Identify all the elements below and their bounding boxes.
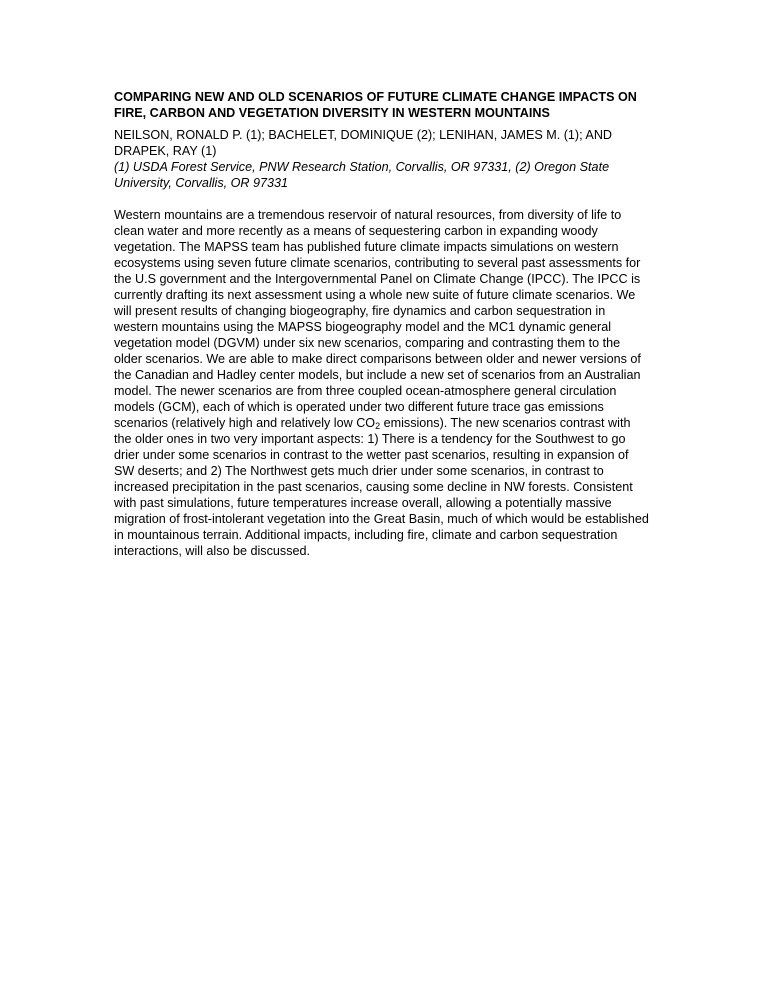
abstract-text-part-2: emissions). The new scenarios contrast with the older ones in two very important aspects: 1) There is a tendency for the Southwest to go drier under some scenarios in contrast to the wetter past scenarios, resulting in expansion of SW deserts; and 2) The Northwest gets much drier under some scenarios, in contrast to increased precipitation in the past scenarios, causing some decline in NW forests. Consistent with past simulations, future temperatures increase overall, allowing a potentially massive migration of frost-intolerant vegetation into the Great Basin, much of which would be established in mountainous terrain. Additional impacts, including fire, climate and carbon sequestration interactions, will also be discussed. bbox=[114, 416, 649, 558]
abstract-content bbox=[114, 89, 650, 559]
author-list: NEILSON, RONALD P. (1); BACHELET, DOMINIQUE (2); LENIHAN, JAMES M. (1); AND DRAPEK, RAY (1) bbox=[114, 128, 613, 158]
author-affiliations: (1) USDA Forest Service, PNW Research Station, Corvallis, OR 97331, (2) Oregon State University, Corvallis, OR 97331 bbox=[114, 160, 610, 190]
abstract-text-part-1: Western mountains are a tremendous reservoir of natural resources, from diversity of life to clean water and more recently as a means of sequestering carbon in expanding woody vegetation. The MAPSS team has published future climate impacts simulations on western ecosystems using seven future climate scenarios, contributing to several past assessments for the U.S government and the Intergovernmental Panel on Climate Change (IPCC). The IPCC is currently drafting its next assessment using a whole new suite of future climate scenarios. We will present results of changing biogeography, fire dynamics and carbon sequestration in western mountains using the MAPSS biogeography model and the MC1 dynamic general vegetation model (DGVM) under six new scenarios, comparing and contrasting them to the older scenarios. We are able to make direct comparisons between older and newer versions of the Canadian and Hadley center models, but include a new set of scenarios from an Australian model. The newer scenarios are from three coupled ocean-atmosphere general circulation models (GCM), each of which is operated under two different future trace gas emissions scenarios (relatively high and relatively low CO bbox=[114, 208, 641, 430]
document-title: COMPARING NEW AND OLD SCENARIOS OF FUTURE CLIMATE CHANGE IMPACTS ON FIRE, CARBON AND VEGETATION DIVERSITY IN WESTERN MOUNTAINS bbox=[114, 90, 637, 120]
abstract-body bbox=[114, 207, 650, 559]
co2-subscript: 2 bbox=[375, 421, 381, 431]
